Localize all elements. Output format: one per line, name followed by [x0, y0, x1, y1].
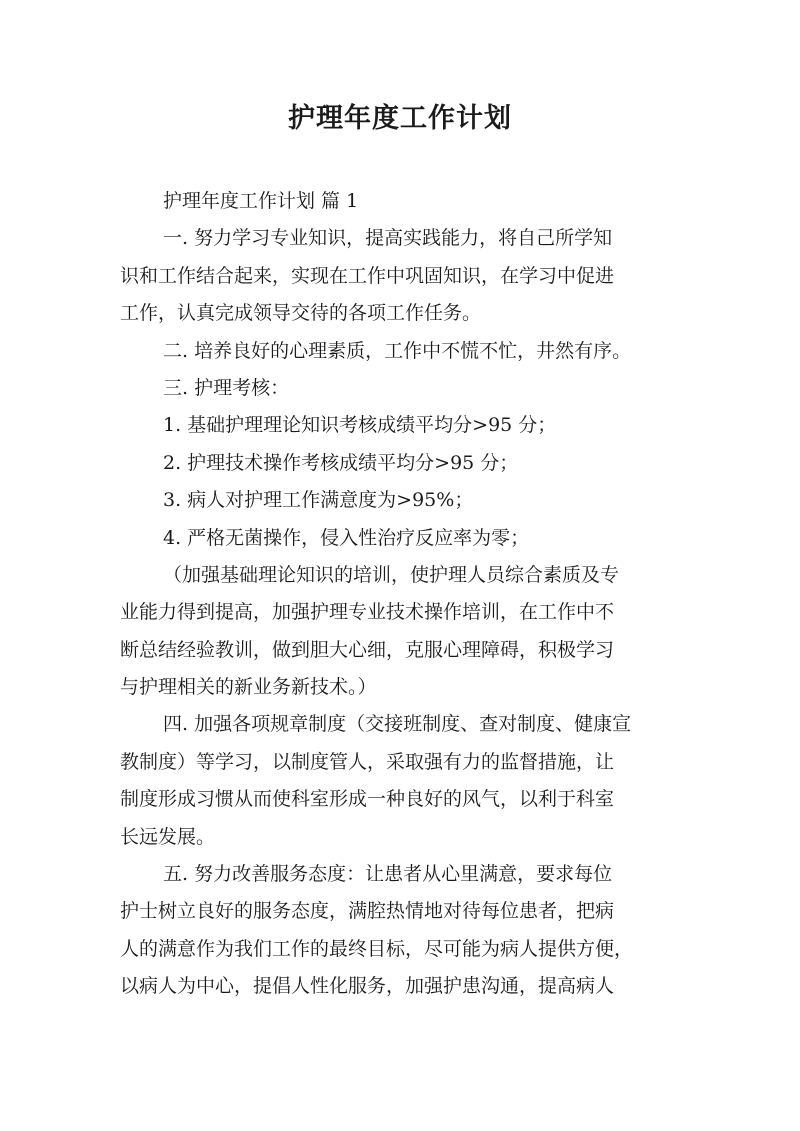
document-body — [120, 183, 684, 1006]
paragraph-line: 与护理相关的新业务新技术。） — [120, 676, 377, 699]
paragraph-line: 工作，认真完成领导交待的各项工作任务。 — [120, 302, 482, 325]
paragraph-line: 四. 加强各项规章制度（交接班制度、查对制度、健康宣 — [163, 713, 632, 736]
paragraph-line: 长远发展。 — [120, 825, 216, 848]
list-item: 2. 护理技术操作考核成绩平均分>95 分； — [163, 451, 519, 474]
paragraph-line: 教制度）等学习，以制度管人，采取强有力的监督措施，让 — [120, 750, 615, 773]
paragraph-line: 三. 护理考核： — [163, 376, 290, 399]
list-item: 4. 严格无菌操作，侵入性治疗反应率为零； — [163, 526, 530, 549]
paragraph-line: 一. 努力学习专业知识，提高实践能力，将自己所学知 — [163, 227, 613, 250]
list-item: 3. 病人对护理工作满意度为>95%； — [163, 489, 474, 512]
paragraph-line: 二. 培养良好的心理素质，工作中不慌不忙，井然有序。 — [163, 339, 632, 362]
paragraph-line: 护士树立良好的服务态度，满腔热情地对待每位患者，把病 — [120, 900, 615, 923]
paragraph-line: 以病人为中心，提倡人性化服务，加强护患沟通，提高病人 — [120, 975, 615, 998]
paragraph-line: 断总结经验教训，做到胆大心细，克服心理障碍，积极学习 — [120, 638, 615, 661]
paragraph-line: 识和工作结合起来，实现在工作中巩固知识，在学习中促进 — [120, 264, 615, 287]
page-title: 护理年度工作计划 — [288, 103, 512, 134]
list-item: 1. 基础护理理论知识考核成绩平均分>95 分； — [163, 414, 557, 437]
paragraph-line: 五. 努力改善服务态度：让患者从心里满意，要求每位 — [163, 863, 613, 886]
section-heading: 护理年度工作计划 篇 1 — [163, 190, 359, 212]
paragraph-line: 制度形成习惯从而使科室形成一种良好的风气，以利于科室 — [120, 788, 615, 811]
paragraph-line: 业能力得到提高，加强护理专业技术操作培训，在工作中不 — [120, 601, 615, 624]
paragraph-line: （加强基础理论知识的培训，使护理人员综合素质及专 — [163, 563, 620, 586]
paragraph-line: 人的满意作为我们工作的最终目标，尽可能为病人提供方便， — [120, 937, 634, 960]
